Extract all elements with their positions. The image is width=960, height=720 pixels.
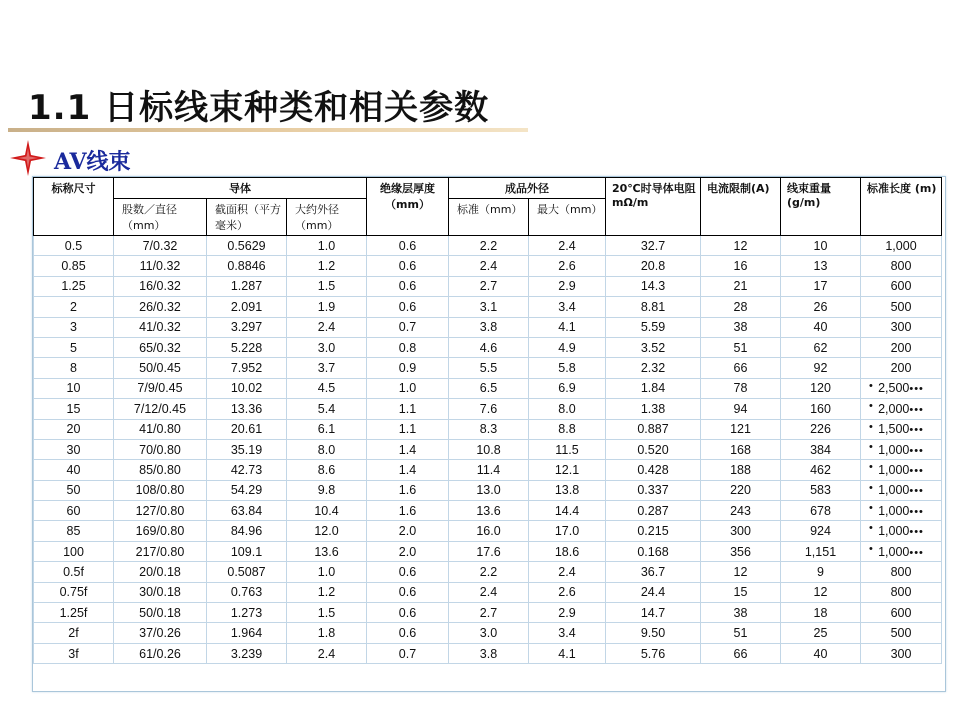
- cell-weight: 9: [781, 562, 861, 582]
- cell-approx-od: 3.7: [287, 358, 367, 378]
- cell-od-standard: 4.6: [449, 337, 529, 357]
- cell-weight: 25: [781, 623, 861, 643]
- cell-weight: 92: [781, 358, 861, 378]
- cell-strands-diameter: 108/0.80: [114, 480, 207, 500]
- red-star-icon: [10, 140, 46, 176]
- cell-weight: 384: [781, 439, 861, 459]
- table-row: [34, 501, 942, 521]
- cell-insulation: 0.6: [367, 256, 449, 276]
- cell-nominal-size: 3: [34, 317, 114, 337]
- header-od-standard: 标准（mm）: [449, 199, 529, 236]
- cell-weight: 26: [781, 297, 861, 317]
- title-underline: [8, 128, 528, 132]
- cell-nominal-size: 0.75f: [34, 582, 114, 602]
- cell-approx-od: 2.4: [287, 643, 367, 663]
- ellipsis-icon: •••: [909, 403, 924, 416]
- cell-nominal-size: 1.25: [34, 276, 114, 296]
- cell-std-length: 200: [861, 358, 942, 378]
- cell-resistance: 1.84: [606, 378, 701, 398]
- cell-std-length: 300: [861, 317, 942, 337]
- bullet-icon: •: [869, 542, 873, 555]
- cell-nominal-size: 50: [34, 480, 114, 500]
- cell-cross-section: 63.84: [207, 501, 287, 521]
- cell-cross-section: 0.5629: [207, 236, 287, 256]
- bullet-icon: •: [869, 400, 873, 413]
- cell-cross-section: 1.287: [207, 276, 287, 296]
- cell-current-limit: 188: [701, 460, 781, 480]
- cell-current-limit: 94: [701, 399, 781, 419]
- cell-od-standard: 5.5: [449, 358, 529, 378]
- ellipsis-icon: •••: [909, 546, 924, 559]
- cell-insulation: 1.4: [367, 439, 449, 459]
- cell-approx-od: 1.5: [287, 603, 367, 623]
- cell-od-standard: 13.6: [449, 501, 529, 521]
- cell-od-max: 17.0: [529, 521, 606, 541]
- header-approx-od: 大约外径 （mm）: [287, 199, 367, 236]
- cell-resistance: 14.7: [606, 603, 701, 623]
- table-row: [34, 521, 942, 541]
- cell-cross-section: 20.61: [207, 419, 287, 439]
- cell-std-length: [861, 419, 942, 439]
- cell-od-max: 4.1: [529, 317, 606, 337]
- cell-weight: 678: [781, 501, 861, 521]
- table-row: [34, 236, 942, 256]
- cell-current-limit: 12: [701, 236, 781, 256]
- table-row: [34, 317, 942, 337]
- cell-current-limit: 51: [701, 337, 781, 357]
- cell-insulation: 0.6: [367, 236, 449, 256]
- cell-std-length: [861, 501, 942, 521]
- header-weight: 线束重量 (g/m): [781, 178, 861, 236]
- table-row: [34, 439, 942, 459]
- cell-approx-od: 12.0: [287, 521, 367, 541]
- cell-cross-section: 42.73: [207, 460, 287, 480]
- cell-resistance: 0.215: [606, 521, 701, 541]
- cell-strands-diameter: 70/0.80: [114, 439, 207, 459]
- cell-resistance: 0.428: [606, 460, 701, 480]
- cell-od-standard: 2.7: [449, 276, 529, 296]
- cell-std-length: 200: [861, 337, 942, 357]
- cell-resistance: 2.32: [606, 358, 701, 378]
- cell-cross-section: 3.239: [207, 643, 287, 663]
- cell-resistance: 3.52: [606, 337, 701, 357]
- bullet-icon: •: [869, 502, 873, 515]
- cell-weight: 40: [781, 643, 861, 663]
- cell-weight: 62: [781, 337, 861, 357]
- cell-insulation: 1.1: [367, 419, 449, 439]
- cell-current-limit: 15: [701, 582, 781, 602]
- cell-od-max: 2.4: [529, 562, 606, 582]
- cell-approx-od: 10.4: [287, 501, 367, 521]
- cell-strands-diameter: 20/0.18: [114, 562, 207, 582]
- cell-insulation: 1.0: [367, 378, 449, 398]
- cell-weight: 120: [781, 378, 861, 398]
- cell-approx-od: 1.5: [287, 276, 367, 296]
- table-row: [34, 399, 942, 419]
- cell-insulation: 0.8: [367, 337, 449, 357]
- cell-weight: 10: [781, 236, 861, 256]
- cell-current-limit: 66: [701, 358, 781, 378]
- cell-cross-section: 109.1: [207, 541, 287, 561]
- table-row: [34, 276, 942, 296]
- cell-std-length: 1,000: [861, 236, 942, 256]
- av-wire-table: [32, 176, 946, 692]
- cell-current-limit: 121: [701, 419, 781, 439]
- cell-strands-diameter: 37/0.26: [114, 623, 207, 643]
- cell-weight: 924: [781, 521, 861, 541]
- header-nominal-size: 标称尺寸: [34, 178, 114, 236]
- cell-value: 1,000: [878, 524, 910, 539]
- cell-strands-diameter: 26/0.32: [114, 297, 207, 317]
- table-row: [34, 623, 942, 643]
- cell-resistance: 14.3: [606, 276, 701, 296]
- cell-od-standard: 2.4: [449, 256, 529, 276]
- cell-nominal-size: 20: [34, 419, 114, 439]
- ellipsis-icon: •••: [909, 424, 924, 437]
- bullet-icon: •: [869, 522, 873, 535]
- bullet-icon: •: [869, 379, 873, 392]
- cell-cross-section: 1.273: [207, 603, 287, 623]
- cell-approx-od: 1.0: [287, 562, 367, 582]
- cell-resistance: 5.76: [606, 643, 701, 663]
- cell-od-max: 4.1: [529, 643, 606, 663]
- cell-insulation: 1.6: [367, 501, 449, 521]
- cell-std-length: 800: [861, 562, 942, 582]
- cell-current-limit: 168: [701, 439, 781, 459]
- header-od-max: 最大（mm）: [529, 199, 606, 236]
- cell-insulation: 0.7: [367, 643, 449, 663]
- cell-od-max: 6.9: [529, 378, 606, 398]
- cell-resistance: 0.287: [606, 501, 701, 521]
- cell-od-max: 4.9: [529, 337, 606, 357]
- cell-current-limit: 12: [701, 562, 781, 582]
- cell-od-standard: 3.8: [449, 643, 529, 663]
- table-row: [34, 562, 942, 582]
- cell-current-limit: 16: [701, 256, 781, 276]
- cell-std-length: [861, 439, 942, 459]
- cell-cross-section: 54.29: [207, 480, 287, 500]
- cell-strands-diameter: 16/0.32: [114, 276, 207, 296]
- cell-std-length: 800: [861, 582, 942, 602]
- cell-strands-diameter: 30/0.18: [114, 582, 207, 602]
- table-row: [34, 378, 942, 398]
- cell-insulation: 1.6: [367, 480, 449, 500]
- cell-cross-section: 10.02: [207, 378, 287, 398]
- ellipsis-icon: •••: [909, 383, 924, 396]
- cell-strands-diameter: 50/0.45: [114, 358, 207, 378]
- cell-od-max: 3.4: [529, 623, 606, 643]
- table-row: [34, 337, 942, 357]
- cell-std-length: [861, 480, 942, 500]
- cell-approx-od: 1.8: [287, 623, 367, 643]
- cell-approx-od: 9.8: [287, 480, 367, 500]
- cell-nominal-size: 0.5: [34, 236, 114, 256]
- cell-cross-section: 0.8846: [207, 256, 287, 276]
- cell-weight: 12: [781, 582, 861, 602]
- cell-nominal-size: 60: [34, 501, 114, 521]
- cell-strands-diameter: 61/0.26: [114, 643, 207, 663]
- cell-resistance: 5.59: [606, 317, 701, 337]
- cell-od-max: 13.8: [529, 480, 606, 500]
- cell-value: 1,000: [878, 544, 910, 559]
- cell-resistance: 9.50: [606, 623, 701, 643]
- cell-value: 2,500: [878, 381, 910, 396]
- cell-resistance: 8.81: [606, 297, 701, 317]
- cell-nominal-size: 40: [34, 460, 114, 480]
- cell-insulation: 0.6: [367, 623, 449, 643]
- cell-od-max: 11.5: [529, 439, 606, 459]
- cell-insulation: 0.7: [367, 317, 449, 337]
- cell-od-standard: 6.5: [449, 378, 529, 398]
- cell-std-length: 500: [861, 623, 942, 643]
- bullet-icon: •: [869, 440, 873, 453]
- cell-approx-od: 1.9: [287, 297, 367, 317]
- cell-nominal-size: 3f: [34, 643, 114, 663]
- ellipsis-icon: •••: [909, 505, 924, 518]
- cell-std-length: 600: [861, 276, 942, 296]
- header-cross-section: 截面积（平方毫米）: [207, 199, 287, 236]
- cell-od-standard: 8.3: [449, 419, 529, 439]
- cell-od-standard: 11.4: [449, 460, 529, 480]
- header-std-length: 标准长度 (m): [861, 178, 942, 236]
- cell-strands-diameter: 11/0.32: [114, 256, 207, 276]
- cell-current-limit: 243: [701, 501, 781, 521]
- cell-od-standard: 3.0: [449, 623, 529, 643]
- cell-strands-diameter: 50/0.18: [114, 603, 207, 623]
- cell-strands-diameter: 65/0.32: [114, 337, 207, 357]
- table-row: [34, 603, 942, 623]
- cell-strands-diameter: 7/9/0.45: [114, 378, 207, 398]
- cell-insulation: 1.1: [367, 399, 449, 419]
- cell-resistance: 0.520: [606, 439, 701, 459]
- cell-cross-section: 84.96: [207, 521, 287, 541]
- cell-current-limit: 51: [701, 623, 781, 643]
- cell-resistance: 20.8: [606, 256, 701, 276]
- cell-weight: 1,151: [781, 541, 861, 561]
- cell-nominal-size: 5: [34, 337, 114, 357]
- table-row: [34, 480, 942, 500]
- table-row: [34, 256, 942, 276]
- cell-approx-od: 6.1: [287, 419, 367, 439]
- cell-resistance: 1.38: [606, 399, 701, 419]
- cell-strands-diameter: 85/0.80: [114, 460, 207, 480]
- cell-insulation: 0.6: [367, 297, 449, 317]
- cell-weight: 160: [781, 399, 861, 419]
- cell-nominal-size: 0.85: [34, 256, 114, 276]
- cell-approx-od: 1.2: [287, 256, 367, 276]
- cell-approx-od: 3.0: [287, 337, 367, 357]
- cell-insulation: 2.0: [367, 541, 449, 561]
- cell-od-max: 8.0: [529, 399, 606, 419]
- cell-cross-section: 35.19: [207, 439, 287, 459]
- cell-resistance: 32.7: [606, 236, 701, 256]
- cell-insulation: 0.9: [367, 358, 449, 378]
- cell-od-standard: 2.2: [449, 562, 529, 582]
- cell-current-limit: 28: [701, 297, 781, 317]
- cell-od-max: 2.9: [529, 276, 606, 296]
- table-row: [34, 358, 942, 378]
- cell-std-length: 300: [861, 643, 942, 663]
- cell-std-length: 800: [861, 256, 942, 276]
- cell-resistance: 24.4: [606, 582, 701, 602]
- cell-od-standard: 10.8: [449, 439, 529, 459]
- cell-weight: 17: [781, 276, 861, 296]
- ellipsis-icon: •••: [909, 485, 924, 498]
- cell-cross-section: 1.964: [207, 623, 287, 643]
- table-row: [34, 297, 942, 317]
- cell-approx-od: 2.4: [287, 317, 367, 337]
- spec-table: [33, 177, 942, 664]
- section-subtitle: AV线束: [54, 149, 131, 175]
- cell-strands-diameter: 7/12/0.45: [114, 399, 207, 419]
- cell-od-standard: 17.6: [449, 541, 529, 561]
- cell-resistance: 0.887: [606, 419, 701, 439]
- cell-current-limit: 38: [701, 603, 781, 623]
- cell-nominal-size: 0.5f: [34, 562, 114, 582]
- table-row: [34, 460, 942, 480]
- cell-approx-od: 8.6: [287, 460, 367, 480]
- page-title: 1.1 日标线束种类和相关参数: [28, 88, 490, 128]
- cell-value: 1,000: [878, 503, 910, 518]
- cell-nominal-size: 85: [34, 521, 114, 541]
- cell-od-standard: 2.4: [449, 582, 529, 602]
- bullet-icon: •: [869, 461, 873, 474]
- bullet-icon: •: [869, 420, 873, 433]
- cell-nominal-size: 2: [34, 297, 114, 317]
- cell-od-max: 5.8: [529, 358, 606, 378]
- cell-approx-od: 1.0: [287, 236, 367, 256]
- cell-od-max: 2.6: [529, 256, 606, 276]
- cell-od-standard: 16.0: [449, 521, 529, 541]
- cell-nominal-size: 8: [34, 358, 114, 378]
- cell-cross-section: 0.5087: [207, 562, 287, 582]
- cell-insulation: 2.0: [367, 521, 449, 541]
- cell-od-max: 2.9: [529, 603, 606, 623]
- cell-current-limit: 356: [701, 541, 781, 561]
- cell-strands-diameter: 127/0.80: [114, 501, 207, 521]
- cell-resistance: 0.168: [606, 541, 701, 561]
- cell-nominal-size: 30: [34, 439, 114, 459]
- cell-od-standard: 2.2: [449, 236, 529, 256]
- cell-resistance: 0.337: [606, 480, 701, 500]
- cell-od-max: 14.4: [529, 501, 606, 521]
- cell-approx-od: 1.2: [287, 582, 367, 602]
- header-conductor: 导体: [114, 178, 367, 199]
- cell-od-standard: 13.0: [449, 480, 529, 500]
- cell-std-length: [861, 460, 942, 480]
- cell-current-limit: 66: [701, 643, 781, 663]
- cell-nominal-size: 2f: [34, 623, 114, 643]
- cell-weight: 226: [781, 419, 861, 439]
- cell-std-length: [861, 521, 942, 541]
- cell-cross-section: 2.091: [207, 297, 287, 317]
- table-row: [34, 643, 942, 663]
- cell-strands-diameter: 41/0.80: [114, 419, 207, 439]
- cell-approx-od: 4.5: [287, 378, 367, 398]
- cell-value: 1,000: [878, 462, 910, 477]
- table-row: [34, 541, 942, 561]
- bullet-icon: •: [869, 481, 873, 494]
- cell-insulation: 1.4: [367, 460, 449, 480]
- cell-weight: 462: [781, 460, 861, 480]
- cell-std-length: [861, 399, 942, 419]
- cell-value: 1,000: [878, 442, 910, 457]
- header-resistance: 20℃时导体电阻 mΩ/m: [606, 178, 701, 236]
- cell-insulation: 0.6: [367, 562, 449, 582]
- cell-cross-section: 7.952: [207, 358, 287, 378]
- cell-std-length: [861, 541, 942, 561]
- header-current-limit: 电流限制(A): [701, 178, 781, 236]
- cell-od-standard: 3.1: [449, 297, 529, 317]
- cell-od-standard: 2.7: [449, 603, 529, 623]
- ellipsis-icon: •••: [909, 464, 924, 477]
- cell-cross-section: 5.228: [207, 337, 287, 357]
- header-strands-diameter: 股数／直径 （mm）: [114, 199, 207, 236]
- cell-nominal-size: 10: [34, 378, 114, 398]
- cell-current-limit: 300: [701, 521, 781, 541]
- cell-approx-od: 5.4: [287, 399, 367, 419]
- table-row: [34, 419, 942, 439]
- cell-strands-diameter: 217/0.80: [114, 541, 207, 561]
- cell-od-max: 2.4: [529, 236, 606, 256]
- cell-approx-od: 13.6: [287, 541, 367, 561]
- cell-std-length: 500: [861, 297, 942, 317]
- cell-current-limit: 78: [701, 378, 781, 398]
- table-body: [34, 236, 942, 664]
- cell-cross-section: 13.36: [207, 399, 287, 419]
- cell-od-max: 3.4: [529, 297, 606, 317]
- cell-weight: 40: [781, 317, 861, 337]
- cell-current-limit: 21: [701, 276, 781, 296]
- cell-resistance: 36.7: [606, 562, 701, 582]
- cell-current-limit: 38: [701, 317, 781, 337]
- cell-nominal-size: 1.25f: [34, 603, 114, 623]
- cell-value: 2,000: [878, 401, 910, 416]
- cell-insulation: 0.6: [367, 582, 449, 602]
- cell-approx-od: 8.0: [287, 439, 367, 459]
- cell-insulation: 0.6: [367, 603, 449, 623]
- ellipsis-icon: •••: [909, 444, 924, 457]
- cell-nominal-size: 100: [34, 541, 114, 561]
- cell-strands-diameter: 169/0.80: [114, 521, 207, 541]
- header-insulation-thickness: 绝缘层厚度 （mm）: [367, 178, 449, 236]
- cell-weight: 583: [781, 480, 861, 500]
- cell-strands-diameter: 7/0.32: [114, 236, 207, 256]
- cell-weight: 13: [781, 256, 861, 276]
- cell-strands-diameter: 41/0.32: [114, 317, 207, 337]
- cell-current-limit: 220: [701, 480, 781, 500]
- cell-od-max: 12.1: [529, 460, 606, 480]
- cell-value: 1,500: [878, 422, 910, 437]
- cell-cross-section: 3.297: [207, 317, 287, 337]
- cell-cross-section: 0.763: [207, 582, 287, 602]
- cell-std-length: [861, 378, 942, 398]
- cell-value: 1,000: [878, 483, 910, 498]
- ellipsis-icon: •••: [909, 526, 924, 539]
- header-finished-od: 成品外径: [449, 178, 606, 199]
- cell-od-max: 2.6: [529, 582, 606, 602]
- cell-weight: 18: [781, 603, 861, 623]
- cell-od-standard: 7.6: [449, 399, 529, 419]
- table-row: [34, 582, 942, 602]
- cell-od-max: 8.8: [529, 419, 606, 439]
- cell-od-standard: 3.8: [449, 317, 529, 337]
- cell-insulation: 0.6: [367, 276, 449, 296]
- cell-od-max: 18.6: [529, 541, 606, 561]
- cell-std-length: 600: [861, 603, 942, 623]
- cell-nominal-size: 15: [34, 399, 114, 419]
